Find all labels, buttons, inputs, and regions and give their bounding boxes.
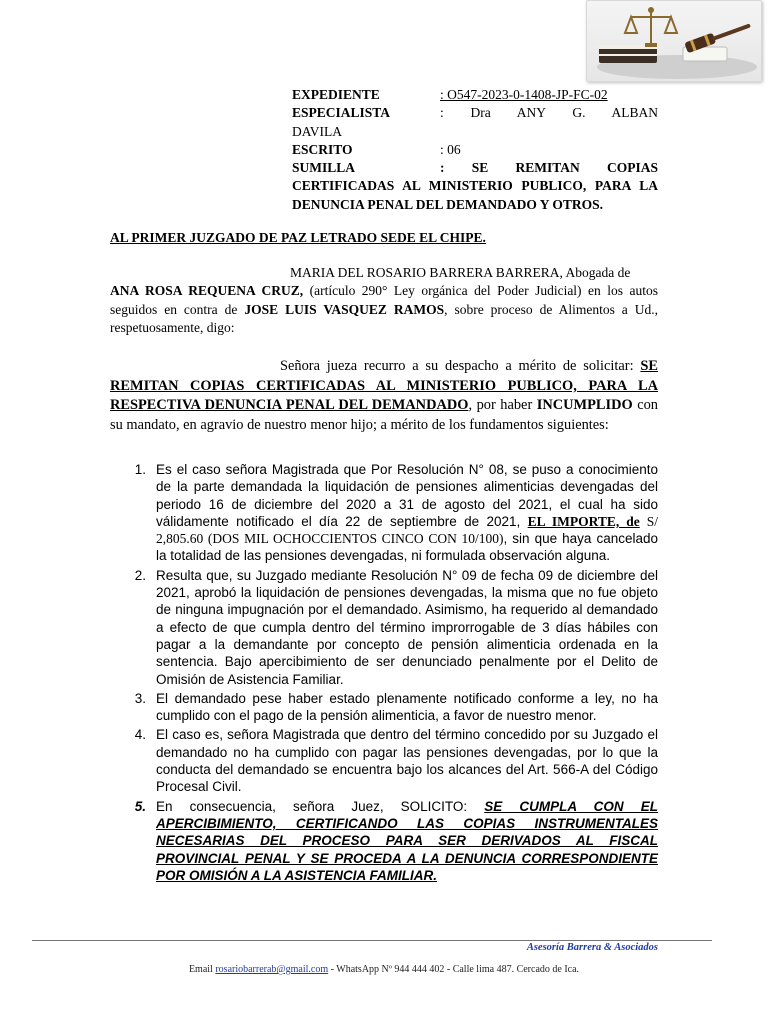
escrito-label: ESCRITO: [292, 141, 353, 157]
scales-of-justice-gavel-icon: [587, 1, 761, 81]
list-item-amount: S/ 2,805.60 (DOS MIL OCHOCCIENTOS CINCO CON 10/100): [156, 513, 658, 547]
especialista-value-line2: DAVILA: [292, 123, 342, 139]
list-item: [110, 690, 658, 725]
intro-line-1: MARIA DEL ROSARIO BARRERA BARRERA, Abogada de: [290, 265, 631, 280]
request-paragraph: [110, 357, 658, 435]
fundamentos-list: [110, 461, 658, 886]
intro-text-2: (artículo 290° Ley orgánica del Poder Judicial) en los autos seguidos en contra de: [110, 283, 658, 317]
list-item-text: Es el caso señora Magistrada que Por Resolución N° 08, se puso a conocimiento de la parte demandada la liquidación de pensiones alimenticias devengadas del periodo 16 de diciembre del 2020 a 31 de agosto del 2021, el cual ha sido válidamente notificado el día 22 de septiembre de 2021,: [156, 462, 658, 529]
list-item-number: 1.: [134, 462, 146, 477]
list-item-number: 3.: [134, 690, 146, 706]
request-text-3: con su mandato, en agravio de nuestro menor hijo; a mérito de los fundamentos siguientes:: [110, 397, 658, 433]
client-name: ANA ROSA REQUENA CRUZ,: [110, 283, 304, 299]
sumilla-value-line1: : SE REMITAN COPIAS: [440, 160, 658, 176]
list-item: [110, 567, 658, 688]
list-item: [110, 726, 658, 795]
intro-text-3: , sobre proceso de Alimentos a Ud., respetuosamente, digo:: [110, 301, 659, 335]
request-bold-1: SE REMITAN COPIAS CERTIFICADAS AL MINISTERIO PUBLICO, PARA LA RESPECTIVA DENUNCIA PENAL DEL DEMANDADO: [110, 358, 658, 414]
sumilla-value-line3: DENUNCIA PENAL DEL DEMANDADO Y OTROS.: [292, 196, 604, 212]
firm-name: Asesoría Barrera & Asociados: [526, 942, 658, 953]
footer-email-link[interactable]: rosariobarrerab@gmail.com: [215, 964, 329, 975]
footer-divider: [32, 940, 712, 941]
list-item-text: El caso es, señora Magistrada que dentro del término concedido por su Juzgado el demandado no ha cumplido con pagar las pensiones devengadas, por lo que la conducta del demandado se encuentra bajo los alcances del Art. 566-A del Código Procesal Civil.: [156, 727, 658, 795]
footer-email-label: Email: [188, 964, 216, 975]
request-text-1: Señora jueza recurro a su despacho a mérito de solicitar:: [280, 358, 641, 374]
footer-contact: [0, 964, 768, 975]
list-item-text: En consecuencia, señora Juez, SOLICITO:: [156, 798, 485, 814]
expediente-label: EXPEDIENTE: [292, 87, 380, 102]
expediente-value: : O547-2023-0-1408-JP-FC-02: [440, 87, 608, 102]
especialista-row: [292, 104, 658, 122]
list-item-bold: SE CUMPLA CON EL APERCIBIMIENTO, CERTIFICANDO LAS COPIAS INSTRUMENTALES NECESARIAS DEL PROCESO PARA SER DERIVADOS AL FISCAL PROVINCIAL PENAL Y SE PROCEDA A LA DENUNCIA CORRESPONDIENTE POR OMISIÓN A LA ASISTENCIA FAMILIAR.: [156, 798, 658, 883]
intro-paragraph: [110, 264, 658, 337]
request-text-2: , por haber: [468, 397, 537, 414]
list-item-text: Resulta que, su Juzgado mediante Resolución N° 09 de fecha 09 de diciembre del 2021, aprobó la liquidación de pensiones devengadas, la misma que no fue objeto de ninguna impugnación por el demandado. Asimismo, ha requerido al demandado a efecto de que cumpla dentro del término improrrogable de 3 días hábiles con pagar a la demandante por concepto de pensión alimenticia ordenada en la sentencia. Bajo apercibimiento de ser denunciado penalmente por el Delito de Omisión de Asistencia Familiar.: [156, 567, 658, 687]
case-header: [292, 86, 658, 214]
escrito-value: : 06: [440, 141, 461, 157]
sumilla-label: SUMILLA: [292, 160, 356, 176]
list-item-text-b: , sin que haya cancelado la totalidad de las pensiones devengadas, ni formulada observación alguna.: [156, 531, 659, 564]
list-item-text: El demandado pese haber estado plenamente notificado conforme a ley, no ha cumplido con el pago de la pensión alimenticia, a favor de nuestro menor.: [156, 690, 658, 724]
defendant-name: JOSE LUIS VASQUEZ RAMOS: [244, 301, 445, 317]
list-item-number: 2.: [134, 567, 146, 583]
court-addressee: AL PRIMER JUZGADO DE PAZ LETRADO SEDE EL CHIPE.: [110, 230, 486, 245]
footer-contact-rest: - WhatsApp Nº 944 444 402 - Calle lima 487. Cercado de Ica.: [328, 964, 580, 975]
request-bold-2: INCUMPLIDO: [536, 397, 633, 414]
list-item: [110, 798, 658, 884]
list-item-bold: EL IMPORTE, de: [527, 513, 640, 529]
list-item-number: 5.: [134, 798, 146, 814]
law-firm-logo: [586, 0, 762, 82]
expediente-row: [292, 86, 658, 104]
especialista-label: ESPECIALISTA: [292, 105, 391, 121]
sumilla-value-line2: CERTIFICADAS AL MINISTERIO PUBLICO, PARA LA: [292, 178, 658, 194]
sumilla-row: [292, 159, 658, 177]
escrito-row: [292, 141, 658, 159]
list-item: [110, 461, 658, 565]
especialista-value: : Dra ANY G. ALBAN: [440, 105, 658, 121]
list-item-number: 4.: [134, 727, 146, 743]
